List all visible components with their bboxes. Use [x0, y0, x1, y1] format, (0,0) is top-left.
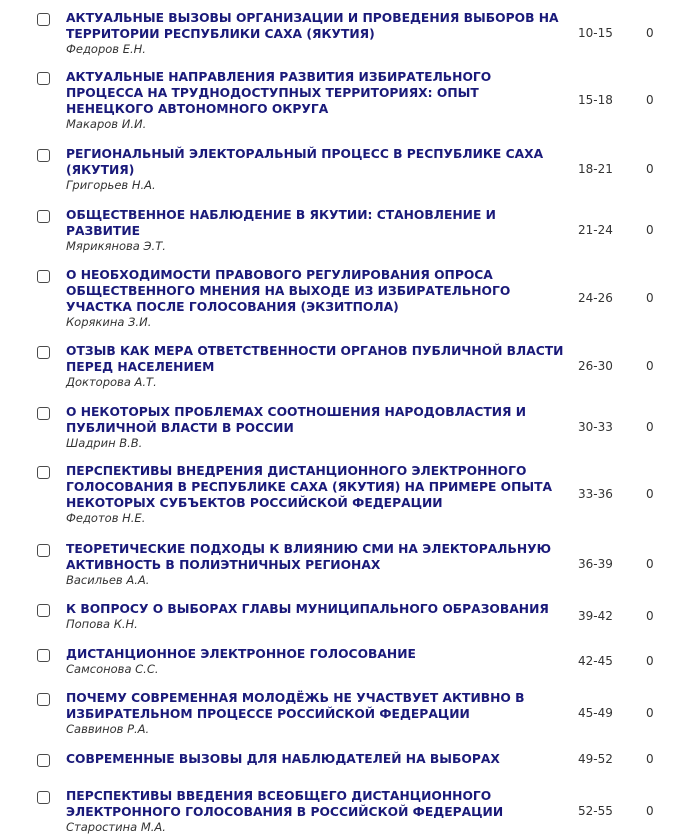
- article-title-line: АКТУАЛЬНЫЕ НАПРАВЛЕНИЯ РАЗВИТИЯ ИЗБИРАТЕЛЬНОГО: [66, 70, 492, 84]
- article-pages: 18-21: [578, 162, 613, 176]
- select-checkbox[interactable]: [37, 754, 50, 767]
- article-author: Макаров И.И.: [66, 117, 147, 131]
- select-checkbox[interactable]: [37, 346, 50, 359]
- article-title-link[interactable]: [66, 788, 566, 820]
- article-title-line: СОВРЕМЕННЫЕ ВЫЗОВЫ ДЛЯ НАБЛЮДАТЕЛЕЙ НА ВЫБОРАХ: [66, 752, 500, 766]
- article-title-line: ПЕРСПЕКТИВЫ ВНЕДРЕНИЯ ДИСТАНЦИОННОГО ЭЛЕКТРОННОГО: [66, 464, 527, 478]
- article-title-link[interactable]: [66, 267, 566, 315]
- article-citations: 0: [646, 162, 654, 176]
- article-author: Самсонова С.С.: [66, 662, 159, 676]
- article-citations: 0: [646, 752, 654, 766]
- article-title-line: ИЗБИРАТЕЛЬНОМ ПРОЦЕССЕ РОССИЙСКОЙ ФЕДЕРАЦИИ: [66, 707, 470, 721]
- article-author: Шадрин В.В.: [66, 436, 143, 450]
- select-checkbox[interactable]: [37, 149, 50, 162]
- article-pages: 30-33: [578, 420, 613, 434]
- article-citations: 0: [646, 359, 654, 373]
- article-title-line: ОТЗЫВ КАК МЕРА ОТВЕТСТВЕННОСТИ ОРГАНОВ ПУБЛИЧНОЙ ВЛАСТИ: [66, 344, 564, 358]
- article-pages: 24-26: [578, 291, 613, 305]
- article-title-line: ПУБЛИЧНОЙ ВЛАСТИ В РОССИИ: [66, 421, 294, 435]
- article-title-link[interactable]: [66, 541, 566, 573]
- article-title-line: ДИСТАНЦИОННОЕ ЭЛЕКТРОННОЕ ГОЛОСОВАНИЕ: [66, 647, 416, 661]
- select-checkbox[interactable]: [37, 270, 50, 283]
- article-title-line: О НЕОБХОДИМОСТИ ПРАВОВОГО РЕГУЛИРОВАНИЯ ОПРОСА: [66, 268, 493, 282]
- article-pages: 42-45: [578, 654, 613, 668]
- article-citations: 0: [646, 223, 654, 237]
- article-title-line: ЭЛЕКТРОННОГО ГОЛОСОВАНИЯ В РОССИЙСКОЙ ФЕДЕРАЦИИ: [66, 805, 504, 819]
- article-title-link[interactable]: [66, 404, 566, 436]
- article-title-link[interactable]: [66, 10, 566, 42]
- article-citations: 0: [646, 291, 654, 305]
- article-author: Мярикянова Э.Т.: [66, 239, 166, 253]
- select-checkbox[interactable]: [37, 604, 50, 617]
- article-title-line: ТЕРРИТОРИИ РЕСПУБЛИКИ САХА (ЯКУТИЯ): [66, 27, 375, 41]
- article-title-link[interactable]: [66, 146, 566, 178]
- article-title-link[interactable]: [66, 343, 566, 375]
- article-title-line: ПЕРСПЕКТИВЫ ВВЕДЕНИЯ ВСЕОБЩЕГО ДИСТАНЦИОННОГО: [66, 789, 492, 803]
- article-title-line: НЕНЕЦКОГО АВТОНОМНОГО ОКРУГА: [66, 102, 329, 116]
- article-citations: 0: [646, 609, 654, 623]
- article-citations: 0: [646, 654, 654, 668]
- article-title-line: ПЕРЕД НАСЕЛЕНИЕМ: [66, 360, 215, 374]
- article-author: Федоров Е.Н.: [66, 42, 146, 56]
- select-checkbox[interactable]: [37, 72, 50, 85]
- select-checkbox[interactable]: [37, 544, 50, 557]
- article-citations: 0: [646, 93, 654, 107]
- article-author: Докторова А.Т.: [66, 375, 157, 389]
- article-title-line: ТЕОРЕТИЧЕСКИЕ ПОДХОДЫ К ВЛИЯНИЮ СМИ НА ЭЛЕКТОРАЛЬНУЮ: [66, 542, 552, 556]
- article-pages: 45-49: [578, 706, 613, 720]
- article-title-line: РЕГИОНАЛЬНЫЙ ЭЛЕКТОРАЛЬНЫЙ ПРОЦЕСС В РЕСПУБЛИКЕ САХА: [66, 147, 544, 161]
- article-title-line: НЕКОТОРЫХ СУБЪЕКТОВ РОССИЙСКОЙ ФЕДЕРАЦИИ: [66, 496, 443, 510]
- article-pages: 10-15: [578, 26, 613, 40]
- article-citations: 0: [646, 804, 654, 818]
- article-pages: 21-24: [578, 223, 613, 237]
- article-pages: 26-30: [578, 359, 613, 373]
- article-pages: 49-52: [578, 752, 613, 766]
- article-author: Попова К.Н.: [66, 617, 138, 631]
- article-pages: 39-42: [578, 609, 613, 623]
- article-title-link[interactable]: [66, 601, 566, 617]
- article-citations: 0: [646, 557, 654, 571]
- article-title-line: О НЕКОТОРЫХ ПРОБЛЕМАХ СООТНОШЕНИЯ НАРОДОВЛАСТИЯ И: [66, 405, 527, 419]
- article-author: Старостина М.А.: [66, 820, 166, 834]
- article-title-link[interactable]: [66, 69, 566, 117]
- select-checkbox[interactable]: [37, 210, 50, 223]
- select-checkbox[interactable]: [37, 466, 50, 479]
- article-title-line: (ЯКУТИЯ): [66, 163, 135, 177]
- article-pages: 33-36: [578, 487, 613, 501]
- article-pages: 52-55: [578, 804, 613, 818]
- article-citations: 0: [646, 420, 654, 434]
- article-title-line: ГОЛОСОВАНИЯ В РЕСПУБЛИКЕ САХА (ЯКУТИЯ) НА ПРИМЕРЕ ОПЫТА: [66, 480, 553, 494]
- article-title-line: ПРОЦЕССА НА ТРУДНОДОСТУПНЫХ ТЕРРИТОРИЯХ: ОПЫТ: [66, 86, 479, 100]
- article-title-line: АКТИВНОСТЬ В ПОЛИЭТНИЧНЫХ РЕГИОНАХ: [66, 558, 381, 572]
- select-checkbox[interactable]: [37, 13, 50, 26]
- article-title-line: АКТУАЛЬНЫЕ ВЫЗОВЫ ОРГАНИЗАЦИИ И ПРОВЕДЕНИЯ ВЫБОРОВ НА: [66, 11, 559, 25]
- select-checkbox[interactable]: [37, 649, 50, 662]
- article-title-line: УЧАСТКА ПОСЛЕ ГОЛОСОВАНИЯ (ЭКЗИТПОЛА): [66, 300, 399, 314]
- article-title-link[interactable]: [66, 463, 566, 511]
- article-author: Корякина З.И.: [66, 315, 152, 329]
- article-author: Саввинов Р.А.: [66, 722, 150, 736]
- article-pages: 15-18: [578, 93, 613, 107]
- article-title-link[interactable]: [66, 751, 566, 767]
- select-checkbox[interactable]: [37, 407, 50, 420]
- article-title-line: К ВОПРОСУ О ВЫБОРАХ ГЛАВЫ МУНИЦИПАЛЬНОГО ОБРАЗОВАНИЯ: [66, 602, 549, 616]
- article-citations: 0: [646, 487, 654, 501]
- article-title-link[interactable]: [66, 207, 566, 239]
- select-checkbox[interactable]: [37, 693, 50, 706]
- article-citations: 0: [646, 26, 654, 40]
- article-citations: 0: [646, 706, 654, 720]
- article-title-line: ПОЧЕМУ СОВРЕМЕННАЯ МОЛОДЁЖЬ НЕ УЧАСТВУЕТ АКТИВНО В: [66, 691, 525, 705]
- article-title-line: ОБЩЕСТВЕННОГО МНЕНИЯ НА ВЫХОДЕ ИЗ ИЗБИРАТЕЛЬНОГО: [66, 284, 511, 298]
- article-title-line: РАЗВИТИЕ: [66, 224, 141, 238]
- select-checkbox[interactable]: [37, 791, 50, 804]
- article-title-line: ОБЩЕСТВЕННОЕ НАБЛЮДЕНИЕ В ЯКУТИИ: СТАНОВЛЕНИЕ И: [66, 208, 496, 222]
- article-title-link[interactable]: [66, 690, 566, 722]
- article-author: Григорьев Н.А.: [66, 178, 156, 192]
- article-author: Васильев А.А.: [66, 573, 150, 587]
- article-title-link[interactable]: [66, 646, 566, 662]
- article-author: Федотов Н.Е.: [66, 511, 146, 525]
- article-pages: 36-39: [578, 557, 613, 571]
